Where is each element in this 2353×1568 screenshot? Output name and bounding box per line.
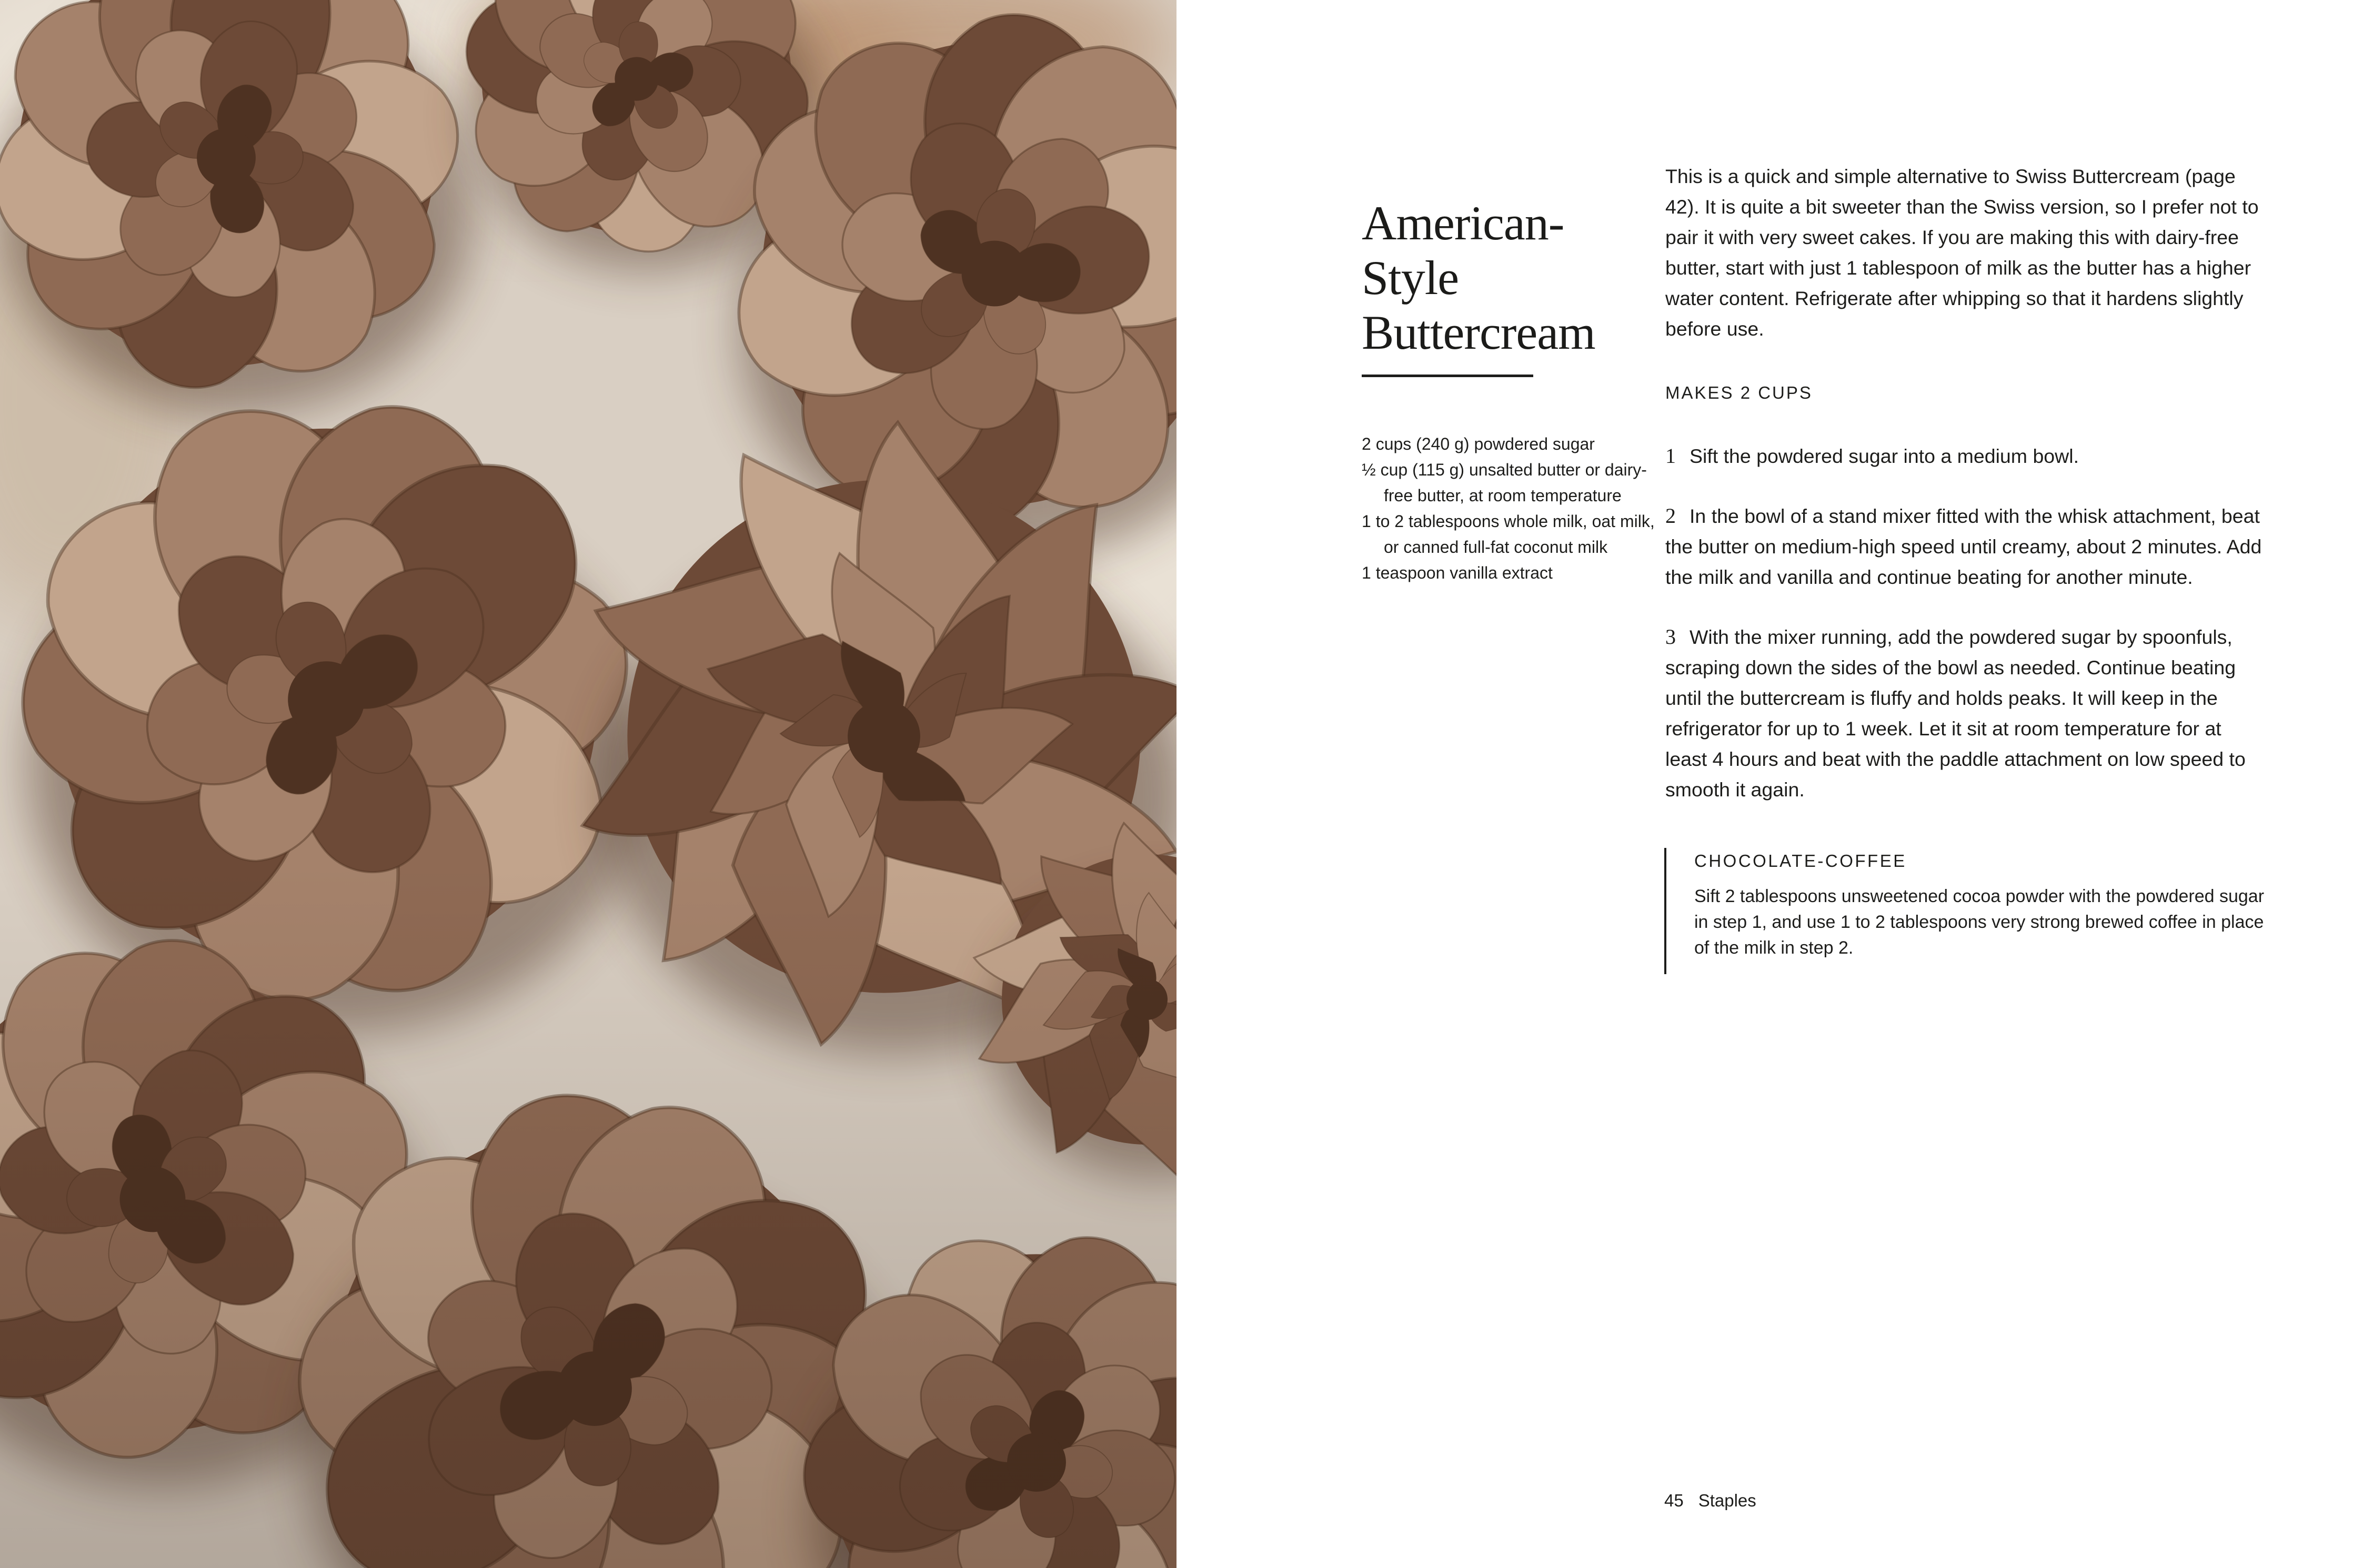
step-number: 3 [1665, 625, 1676, 649]
step-text: Sift the powdered sugar into a medium bowl. [1690, 445, 2079, 467]
section-name: Staples [1698, 1491, 1756, 1510]
recipe-step [1665, 501, 2268, 592]
variation-text: Sift 2 tablespoons unsweetened cocoa powder with the powdered sugar in step 1, and use 1 to 2 tablespoons very strong brewed coffee in place of the milk in step 2. [1694, 886, 2265, 958]
recipe-step [1665, 622, 2268, 805]
variation-heading: CHOCOLATE-COFFEE [1694, 851, 1907, 871]
recipe-page [1176, 0, 2353, 1568]
ingredient-item: ½ cup (115 g) unsalted butter or dairy-free butter, at room temperature [1362, 460, 1647, 505]
step-number: 1 [1665, 444, 1676, 468]
title-divider-rule [1362, 375, 1533, 377]
recipe-headnote: This is a quick and simple alternative to Swiss Buttercream (page 42). It is quite a bit sweeter than the Swiss version, so I prefer not to pair it with very sweet cakes. If you are making this with dairy-free butter, start with just 1 tablespoon of milk as the butter has a higher water content. Refrigerate after whipping so that it hardens slightly before use. [1665, 165, 2259, 340]
buttercream-rosettes-illustration [0, 0, 1176, 1568]
step-text: With the mixer running, add the powdered sugar by spoonfuls, scraping down the sides of the bowl as needed. Continue beating until the buttercream is fluffy and holds peaks. It will keep in the refrigerator for up to 1 week. Let it sit at room temperature for at least 4 hours and beat with the paddle attachment on low speed to smooth it again. [1665, 626, 2246, 801]
recipe-steps [1665, 441, 2268, 834]
step-number: 2 [1665, 504, 1676, 528]
recipe-title-line: American- [1362, 196, 1564, 250]
recipe-step [1665, 441, 2268, 471]
recipe-title-line: Buttercream [1362, 305, 1595, 359]
ingredient-item: 2 cups (240 g) powdered sugar [1362, 434, 1595, 453]
recipe-title-line: Style [1362, 250, 1459, 305]
recipe-title [1362, 196, 1595, 360]
page-number: 45 [1664, 1491, 1684, 1510]
ingredient-item: 1 to 2 tablespoons whole milk, oat milk, or canned full-fat coconut milk [1362, 512, 1655, 557]
ingredient-list [1362, 431, 1667, 586]
step-text: In the bowl of a stand mixer fitted with the whisk attachment, beat the butter on medium-high speed until creamy, about 2 minutes. Add the milk and vanilla and continue beating for another minute. [1665, 505, 2262, 588]
ingredient-item: 1 teaspoon vanilla extract [1362, 563, 1553, 582]
page-footer [1664, 1491, 1756, 1511]
variation-rule [1664, 848, 1666, 974]
recipe-photo [0, 0, 1176, 1568]
yield-label: MAKES 2 CUPS [1665, 383, 1813, 402]
